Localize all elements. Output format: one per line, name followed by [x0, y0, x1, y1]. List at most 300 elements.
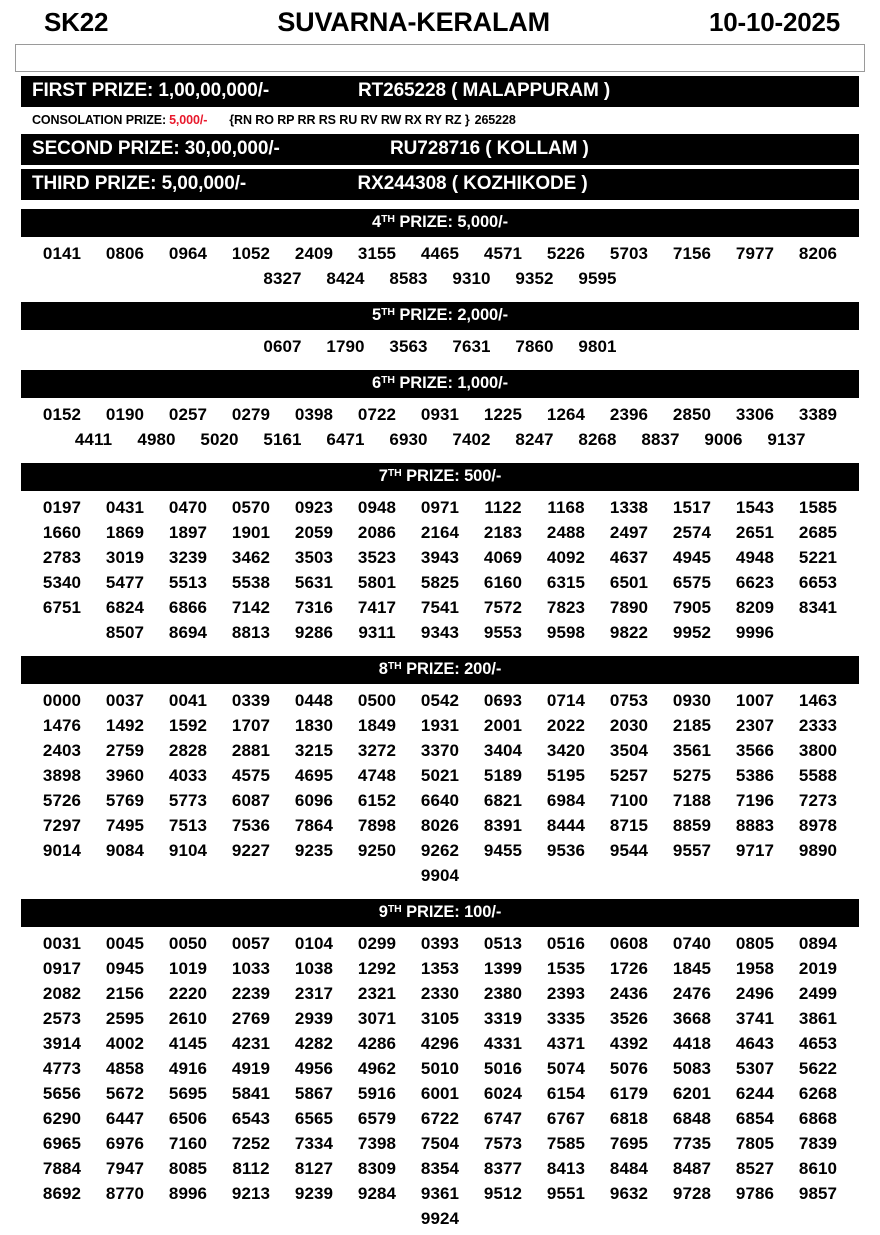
prize-number: 4858: [105, 1059, 145, 1078]
prize-number: 8859: [672, 816, 712, 835]
prize-number: 3561: [672, 741, 712, 760]
prize-number: 7495: [105, 816, 145, 835]
prize-number: 9084: [105, 841, 145, 860]
prize-number: 9822: [609, 623, 649, 642]
prize-number: 0197: [42, 498, 82, 517]
prize-number: 2220: [168, 984, 208, 1003]
prize-number: 1869: [105, 523, 145, 542]
prize-number: 6001: [420, 1084, 460, 1103]
number-row: [29, 334, 851, 359]
prize-number: 0948: [357, 498, 397, 517]
prize-number: 1830: [294, 716, 334, 735]
section-spacer: [14, 892, 866, 899]
prize-number: 1901: [231, 523, 271, 542]
prize-number: 1897: [168, 523, 208, 542]
prize-number: 6866: [168, 598, 208, 617]
prize-number: 4286: [357, 1034, 397, 1053]
prize-number: 4956: [294, 1059, 334, 1078]
prize-number: 1492: [105, 716, 145, 735]
prize-number: 3019: [105, 548, 145, 567]
prize-number: 7297: [42, 816, 82, 835]
prize-number: 2333: [798, 716, 838, 735]
section-spacer: [14, 363, 866, 370]
prize-number: 1660: [42, 523, 82, 542]
prize-number: 1225: [483, 405, 523, 424]
prize-number: 2082: [42, 984, 82, 1003]
prize-number: 0714: [546, 691, 586, 710]
prize-number: 9262: [420, 841, 460, 860]
third-prize-row: [21, 169, 859, 200]
prize-number: 7541: [420, 598, 460, 617]
prize-number: 6024: [483, 1084, 523, 1103]
prize-number: 0931: [420, 405, 460, 424]
prize-number: 7572: [483, 598, 523, 617]
section-ordinal-suffix: TH: [387, 660, 402, 672]
prize-number: 6976: [105, 1134, 145, 1153]
prize-number: 9890: [798, 841, 838, 860]
prize-number: 0339: [231, 691, 271, 710]
prize-number: 2022: [546, 716, 586, 735]
prize-number: 2436: [609, 984, 649, 1003]
prize-number: 9310: [452, 269, 491, 288]
prize-number: 0753: [609, 691, 649, 710]
prize-number: 2380: [483, 984, 523, 1003]
first-prize-label: FIRST PRIZE: 1,00,00,000/-: [32, 80, 270, 101]
prize-number: 7536: [231, 816, 271, 835]
prize-number: 1264: [546, 405, 586, 424]
prize-number: 6984: [546, 791, 586, 810]
number-row: [29, 427, 851, 452]
prize-number: 5773: [168, 791, 208, 810]
prize-number: 0031: [42, 934, 82, 953]
prize-number: 4919: [231, 1059, 271, 1078]
number-row: [29, 981, 851, 1006]
prize-number: 0917: [42, 959, 82, 978]
prize-number: 1535: [546, 959, 586, 978]
prize-number: 4002: [105, 1034, 145, 1053]
prize-number: 5672: [105, 1084, 145, 1103]
prize-number: 0470: [168, 498, 208, 517]
prize-number: 9286: [294, 623, 334, 642]
prize-number: 0930: [672, 691, 712, 710]
number-row: [29, 688, 851, 713]
prize-number: 3914: [42, 1034, 82, 1053]
prize-number: 1168: [547, 498, 585, 517]
prize-number: 9352: [515, 269, 554, 288]
first-prize-ticket: RT265228 ( MALAPPURAM ): [357, 80, 611, 101]
prize-number: 4945: [672, 548, 712, 567]
section-ordinal: 8: [378, 660, 388, 678]
prize-number: 2307: [735, 716, 775, 735]
prize-number: 0045: [105, 934, 145, 953]
prize-number: 7947: [105, 1159, 145, 1178]
prize-number: 2409: [294, 244, 334, 263]
prize-number: 5074: [546, 1059, 586, 1078]
prize-number: 0141: [42, 244, 82, 263]
prize-number: 3504: [609, 741, 649, 760]
prize-number: 9598: [546, 623, 586, 642]
prize-number: 7196: [735, 791, 775, 810]
prize-number: 4092: [546, 548, 586, 567]
prize-number: 0152: [42, 405, 82, 424]
number-grid-prize-5: [21, 330, 859, 363]
third-prize-ticket: RX244308 ( KOZHIKODE ): [357, 173, 588, 194]
prize-number: 2317: [294, 984, 334, 1003]
prize-number: 3898: [42, 766, 82, 785]
number-row: [29, 1006, 851, 1031]
draw-code: SK22: [44, 7, 109, 37]
prize-number: 0516: [546, 934, 586, 953]
prize-number: 9235: [294, 841, 334, 860]
section-header-prize-4: [21, 209, 859, 237]
prize-number: 0279: [231, 405, 271, 424]
prize-number: 1726: [609, 959, 649, 978]
section-header-prize-8: [21, 656, 859, 684]
prize-number: 5340: [42, 573, 82, 592]
prize-number: 6623: [735, 573, 775, 592]
prize-number: 2610: [168, 1009, 208, 1028]
prize-number: 0041: [168, 691, 208, 710]
prize-number: 0037: [105, 691, 145, 710]
prize-number: 5076: [609, 1059, 649, 1078]
prize-number: 7252: [231, 1134, 271, 1153]
prize-number: 2499: [798, 984, 838, 1003]
prize-number: 7631: [452, 337, 491, 356]
prize-number: 6152: [357, 791, 397, 810]
prize-number: 1585: [798, 498, 838, 517]
number-row: [29, 1106, 851, 1131]
prize-number: 2019: [798, 959, 838, 978]
section-amount: 1,000/-: [457, 374, 508, 392]
prize-number: 5513: [168, 573, 208, 592]
prize-number: 3943: [420, 548, 460, 567]
prize-number: 8085: [168, 1159, 208, 1178]
prize-number: 9250: [357, 841, 397, 860]
prize-number: 4418: [672, 1034, 712, 1053]
prize-number: 5769: [105, 791, 145, 810]
prize-number: 6471: [326, 430, 365, 449]
prize-number: 7735: [672, 1134, 712, 1153]
prize-number: 7898: [357, 816, 397, 835]
prize-number: 2939: [294, 1009, 334, 1028]
prize-number: 0805: [735, 934, 775, 953]
section-header-prize-6: [21, 370, 859, 398]
prize-number: 6244: [735, 1084, 775, 1103]
prize-number: 7417: [357, 598, 397, 617]
prize-number: 0894: [798, 934, 838, 953]
prize-number: 4571: [483, 244, 523, 263]
prize-number: 6653: [798, 573, 838, 592]
prize-number: 7188: [672, 791, 712, 810]
number-row: [29, 1031, 851, 1056]
prize-number: 2393: [546, 984, 586, 1003]
prize-number: 2574: [672, 523, 712, 542]
prize-number: 2183: [483, 523, 523, 542]
prize-number: 5195: [546, 766, 586, 785]
number-row: [29, 1156, 851, 1181]
number-grid-prize-6: [21, 398, 859, 456]
number-row: [29, 266, 851, 291]
prize-number: 8209: [735, 598, 775, 617]
prize-number: 9227: [231, 841, 271, 860]
prize-number: 2783: [42, 548, 82, 567]
prize-number: 7695: [609, 1134, 649, 1153]
section-spacer: [14, 649, 866, 656]
prize-number: 8770: [105, 1184, 145, 1203]
prize-number: 3741: [735, 1009, 775, 1028]
prize-number: 8813: [231, 623, 271, 642]
prize-number: 4392: [609, 1034, 649, 1053]
prize-number: 7905: [672, 598, 712, 617]
prize-number: 8883: [735, 816, 775, 835]
prize-number: 4980: [137, 430, 176, 449]
number-row: [29, 570, 851, 595]
prize-number: 7402: [452, 430, 491, 449]
prize-number: 6268: [798, 1084, 838, 1103]
number-grid-prize-4: [21, 237, 859, 295]
number-row: [29, 713, 851, 738]
number-row: [29, 1081, 851, 1106]
draw-date: 10-10-2025: [709, 7, 840, 37]
prize-number: 3668: [672, 1009, 712, 1028]
prize-number: 7585: [546, 1134, 586, 1153]
prize-number: 4653: [798, 1034, 838, 1053]
prize-number: 5631: [294, 573, 334, 592]
prize-number: 6543: [231, 1109, 271, 1128]
prize-number: 9014: [42, 841, 82, 860]
prize-number: 1543: [735, 498, 775, 517]
prize-number: 3404: [483, 741, 523, 760]
section-title-prefix: PRIZE:: [401, 467, 465, 485]
prize-number: 4575: [231, 766, 271, 785]
prize-number: 7100: [609, 791, 649, 810]
section-amount: 5,000/-: [457, 213, 508, 231]
prize-number: 6640: [420, 791, 460, 810]
first-prize-row: [21, 76, 859, 107]
prize-number: 2164: [420, 523, 460, 542]
prize-number: 8424: [326, 269, 365, 288]
prize-number: 6848: [672, 1109, 712, 1128]
section-ordinal: 7: [378, 467, 388, 485]
prize-number: 4231: [231, 1034, 271, 1053]
number-grid-prize-7: [21, 491, 859, 649]
prize-number: 4069: [483, 548, 523, 567]
prize-number: 4371: [546, 1034, 586, 1053]
prize-number: 7823: [546, 598, 586, 617]
prize-number: 8527: [735, 1159, 775, 1178]
prize-number: 7805: [735, 1134, 775, 1153]
prize-number: 2330: [420, 984, 460, 1003]
prize-number: 5726: [42, 791, 82, 810]
prize-number: 4916: [168, 1059, 208, 1078]
prize-number: 3306: [735, 405, 775, 424]
prize-number: 3105: [420, 1009, 460, 1028]
prize-number: 9553: [483, 623, 523, 642]
prize-number: 2476: [672, 984, 712, 1003]
prize-number: 0057: [231, 934, 271, 953]
prize-number: 0104: [294, 934, 334, 953]
prize-number: 0398: [294, 405, 334, 424]
prize-number: 7513: [168, 816, 208, 835]
prize-number: 1038: [294, 959, 334, 978]
prize-number: 3272: [357, 741, 397, 760]
number-row: [29, 813, 851, 838]
prize-number: 5189: [483, 766, 523, 785]
prize-number: 4695: [294, 766, 334, 785]
prize-number: 5801: [357, 573, 397, 592]
prize-number: 9239: [294, 1184, 334, 1203]
prize-number: 9284: [357, 1184, 397, 1203]
prize-number: 5221: [798, 548, 838, 567]
prize-number: 6821: [483, 791, 523, 810]
prize-number: 3389: [798, 405, 838, 424]
prize-number: 8507: [105, 623, 145, 642]
prize-number: 7504: [420, 1134, 460, 1153]
prize-number: 6579: [357, 1109, 397, 1128]
consolation-label: CONSOLATION PRIZE:: [32, 113, 167, 127]
prize-number: 8327: [263, 269, 302, 288]
section-spacer: [14, 456, 866, 463]
prize-number: 6818: [609, 1109, 649, 1128]
prize-number: 6501: [609, 573, 649, 592]
prize-number: 5477: [105, 573, 145, 592]
prize-number: 6201: [672, 1084, 712, 1103]
prize-number: 5588: [798, 766, 838, 785]
prize-number: 8112: [232, 1159, 270, 1178]
prize-number: 0608: [609, 934, 649, 953]
prize-number: 7273: [798, 791, 838, 810]
prize-number: 3861: [798, 1009, 838, 1028]
prize-number: 9551: [546, 1184, 586, 1203]
section-header-prize-9: [21, 899, 859, 927]
prize-number: 8978: [798, 816, 838, 835]
prize-number: 2496: [735, 984, 775, 1003]
prize-number: 1849: [357, 716, 397, 735]
second-prize-row: [21, 134, 859, 165]
prize-number: 8127: [294, 1159, 334, 1178]
prize-number: 0740: [672, 934, 712, 953]
prize-number: 9544: [609, 841, 649, 860]
prize-number: 2001: [483, 716, 523, 735]
prize-number: 1007: [735, 691, 775, 710]
prize-number: 0607: [263, 337, 302, 356]
prize-number: 4331: [483, 1034, 523, 1053]
prize-number: 0448: [294, 691, 334, 710]
prize-number: 7884: [42, 1159, 82, 1178]
prize-number: 7864: [294, 816, 334, 835]
prize-number: 9595: [578, 269, 617, 288]
consolation-amount: 5,000/-: [169, 113, 208, 127]
prize-number: 2595: [105, 1009, 145, 1028]
prize-number: 1845: [672, 959, 712, 978]
number-row: [29, 931, 851, 956]
number-row: [29, 620, 851, 645]
prize-number: 5307: [735, 1059, 775, 1078]
prize-number: 5016: [483, 1059, 523, 1078]
prize-number: 1592: [168, 716, 208, 735]
prize-number: 8692: [42, 1184, 82, 1203]
prize-number: 8837: [641, 430, 680, 449]
prize-number: 7573: [483, 1134, 523, 1153]
prize-number: 9213: [231, 1184, 271, 1203]
prize-number: 6965: [42, 1134, 82, 1153]
prize-number: 6087: [231, 791, 271, 810]
prize-number: 3370: [420, 741, 460, 760]
prize-number: 3563: [389, 337, 428, 356]
section-ordinal-suffix: TH: [381, 306, 395, 318]
number-row: [29, 956, 851, 981]
prize-number: 6506: [168, 1109, 208, 1128]
prize-number: 6160: [483, 573, 523, 592]
prize-number: 9536: [546, 841, 586, 860]
consolation-prize-row: [21, 111, 859, 130]
number-row: [29, 788, 851, 813]
prize-number: 3566: [735, 741, 775, 760]
number-row: [29, 402, 851, 427]
prize-number: 8694: [168, 623, 208, 642]
prize-number: 9455: [483, 841, 523, 860]
prize-number: 6854: [735, 1109, 775, 1128]
prize-number: 8484: [609, 1159, 649, 1178]
second-prize-label: SECOND PRIZE: 30,00,000/-: [32, 138, 280, 159]
number-row: [29, 241, 851, 266]
prize-number: 3155: [357, 244, 397, 263]
notice-box: [15, 44, 865, 72]
number-row: [29, 545, 851, 570]
prize-number: 9311: [358, 623, 396, 642]
prize-number: 8341: [798, 598, 838, 617]
prize-number: 5010: [420, 1059, 460, 1078]
number-grid-prize-8: [21, 684, 859, 892]
prize-number: 4637: [609, 548, 649, 567]
prize-number: 2321: [357, 984, 397, 1003]
number-row: [29, 738, 851, 763]
prize-number: 9557: [672, 841, 712, 860]
number-row: [29, 1056, 851, 1081]
prize-number: 0722: [357, 405, 397, 424]
prize-number: 6930: [389, 430, 428, 449]
section-ordinal: 5: [372, 306, 382, 324]
prize-number: 5021: [420, 766, 460, 785]
prize-number: 3071: [357, 1009, 397, 1028]
prize-number: 4282: [294, 1034, 334, 1053]
prize-number: 4773: [42, 1059, 82, 1078]
prize-number: 5703: [609, 244, 649, 263]
prize-number: 2759: [105, 741, 145, 760]
third-prize-label: THIRD PRIZE: 5,00,000/-: [32, 173, 247, 194]
prize-number: 9996: [735, 623, 775, 642]
section-ordinal: 4: [372, 213, 382, 231]
prize-number: 0923: [294, 498, 334, 517]
prize-number: 8377: [483, 1159, 523, 1178]
prize-number: 7160: [168, 1134, 208, 1153]
prize-number: 9632: [609, 1184, 649, 1203]
prize-number: 3503: [294, 548, 334, 567]
prize-number: 2488: [546, 523, 586, 542]
section-ordinal-suffix: TH: [381, 213, 395, 225]
prize-number: 7977: [735, 244, 775, 263]
prize-number: 6767: [546, 1109, 586, 1128]
prize-number: 6290: [42, 1109, 82, 1128]
section-amount: 100/-: [464, 903, 502, 921]
prize-number: 8996: [168, 1184, 208, 1203]
prize-number: 0570: [231, 498, 271, 517]
prize-number: 1399: [483, 959, 523, 978]
consolation-number: 265228: [474, 113, 516, 127]
prize-number: 4145: [168, 1034, 208, 1053]
prize-number: 6575: [672, 573, 712, 592]
prize-number: 2497: [609, 523, 649, 542]
